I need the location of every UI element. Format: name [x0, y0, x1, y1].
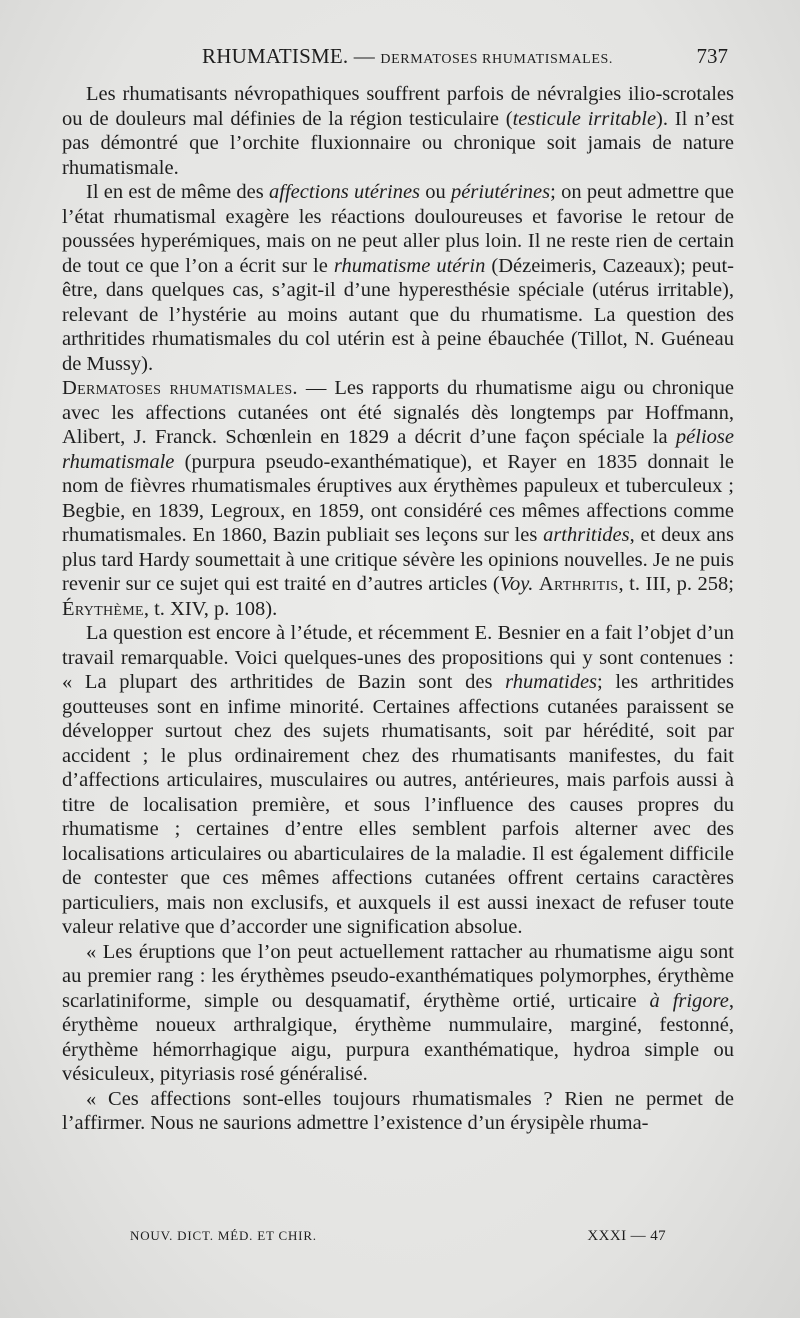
text-run: La question est encore à l’étude, et récemment E. Besnier en a fait l’objet d’un travail remarquable. Voici quelques-unes des propositions qui y sont contenues : « La plupart des arthritides de Bazin sont des	[62, 622, 734, 693]
small-caps-heading: Arthritis	[538, 573, 619, 595]
text-run: « Ces affections sont-elles toujours rhumatismales ? Rien ne permet de l’affirmer. Nous ne saurions admettre l’existence d’un érysipèle rhuma-	[62, 1087, 734, 1134]
text-run: — Les rapports du rhumatisme aigu ou chronique avec les affections cutanées ont été signalés dès longtemps par Hoffmann, Alibert, J. Franck. Schœnlein en 1829 a décrit d’une façon spéciale la	[62, 377, 735, 448]
page-header	[62, 44, 734, 72]
text-run: ). Il n’est pas démontré que l’orchite fluxionnaire ou chronique soit jamais de nature rhumatismale.	[62, 107, 734, 179]
running-head	[202, 44, 613, 69]
italic-term: à frigore	[649, 989, 729, 1012]
text-run: , t. XIV, p. 108).	[143, 597, 278, 620]
italic-term: Voy.	[499, 573, 534, 595]
text-run: ; les arthritides goutteuses sont en infime minorité. Certaines affections cutanées paraissent se développer surtout chez des sujets rhumatisants, soit par hérédité, soit par accident ; le plus ordinairement chez des rhumatisants manifestes, du fait d’affections articulaires, musculaires ou autres, antérieures, mais parfois aussi à titre de localisation première, et sous l’influence des causes propres du rhumatisme ; certaines d’entre elles semblent parfois alterner avec des localisations articulaires ou abarticulaires de la maladie. Il est également difficile de contester que ces mêmes affections cutanées offrent certains caractères particuliers, mais non exclusifs, et auxquels il est aussi inexact de refuser toute valeur relative que d’accorder une signification absolue.	[62, 671, 734, 938]
paragraph	[62, 82, 734, 180]
paragraph	[62, 621, 734, 940]
text-run: , t. III, p. 258;	[618, 573, 735, 595]
paragraph	[62, 1087, 734, 1136]
italic-term: arthritides	[543, 524, 630, 546]
italic-term: affections utérines	[269, 181, 421, 203]
page-number: 737	[696, 44, 728, 68]
text-run: (purpura pseudo-exanthématique), et Rayer en 1835 donnait le nom de fièvres rhumatismales éruptives aux érythèmes papuleux et tuberculeux ; Begbie, en 1839, Legroux, en 1859, ont considéré ces mêmes affections comme rhumatismales. En 1860, Bazin publiait ses leçons sur les	[62, 450, 734, 546]
running-head-separator: —	[353, 44, 375, 68]
text-run: Les rhumatisants névropathiques souffrent parfois de névralgies ilio-scrotales ou de douleurs mal définies de la région testiculaire (	[62, 83, 734, 130]
small-caps-heading: Dermatoses rhumatismales.	[62, 377, 298, 399]
running-subtitle: DERMATOSES RHUMATISMALES.	[380, 52, 613, 67]
text-run: (Dézeimeris, Cazeaux); peut-être, dans quelques cas, s’agit-il d’une hyperesthésie spéciale (utérus irritable), relevant de l’hystérie au moins autant que du rhumatisme. La question des arthritides rhumatismales du col utérin est à peine ébauchée (Tillot, N. Guéneau de Mussy).	[62, 254, 734, 375]
signature-label: NOUV. DICT. MÉD. ET CHIR.	[130, 1228, 317, 1243]
paragraph	[62, 180, 734, 376]
text-run: ou	[420, 181, 452, 203]
italic-term: rhumatides	[505, 671, 598, 693]
page-footer	[130, 1228, 666, 1248]
text-run: Il en est de même des	[86, 181, 269, 203]
text-run: , et deux ans plus tard Hardy soumettait à une critique sévère les opinions nouvelles. Je ne puis revenir sur ce sujet qui est traité en d’autres articles (	[62, 524, 734, 595]
italic-term: périutérines	[451, 181, 551, 203]
italic-term: péliose rhumatismale	[62, 426, 734, 473]
text-run: ; on peut admettre que l’état rhumatismal exagère les réactions douloureuses et favorise le retour de poussées hyperémiques, mais on ne peut aller plus loin. Il ne reste rien de certain de tout ce que l’on a écrit sur le	[62, 181, 734, 277]
paragraph	[62, 376, 734, 621]
paragraph	[62, 940, 734, 1087]
body-text	[62, 82, 734, 1136]
text-run: « Les éruptions que l’on peut actuellement rattacher au rhumatisme aigu sont au premier rang : les érythèmes pseudo-exanthématiques polymorphes, érythème scarlatiniforme, simple ou desquamatif, érythème ortié, urticaire	[62, 940, 734, 1012]
italic-term: testicule irritable	[512, 107, 657, 130]
running-title: RHUMATISME.	[202, 44, 349, 68]
small-caps-heading: Érythème	[62, 597, 144, 620]
italic-term: rhumatisme utérin	[333, 254, 486, 277]
text-run: , érythème noueux arthralgique, érythème nummulaire, marginé, festonné, érythème hémorrhagique aigu, purpura exanthématique, hydroa simple ou vésiculeux, pityriasis rosé généralisé.	[62, 989, 734, 1085]
signature-number: XXXI — 47	[587, 1228, 666, 1244]
